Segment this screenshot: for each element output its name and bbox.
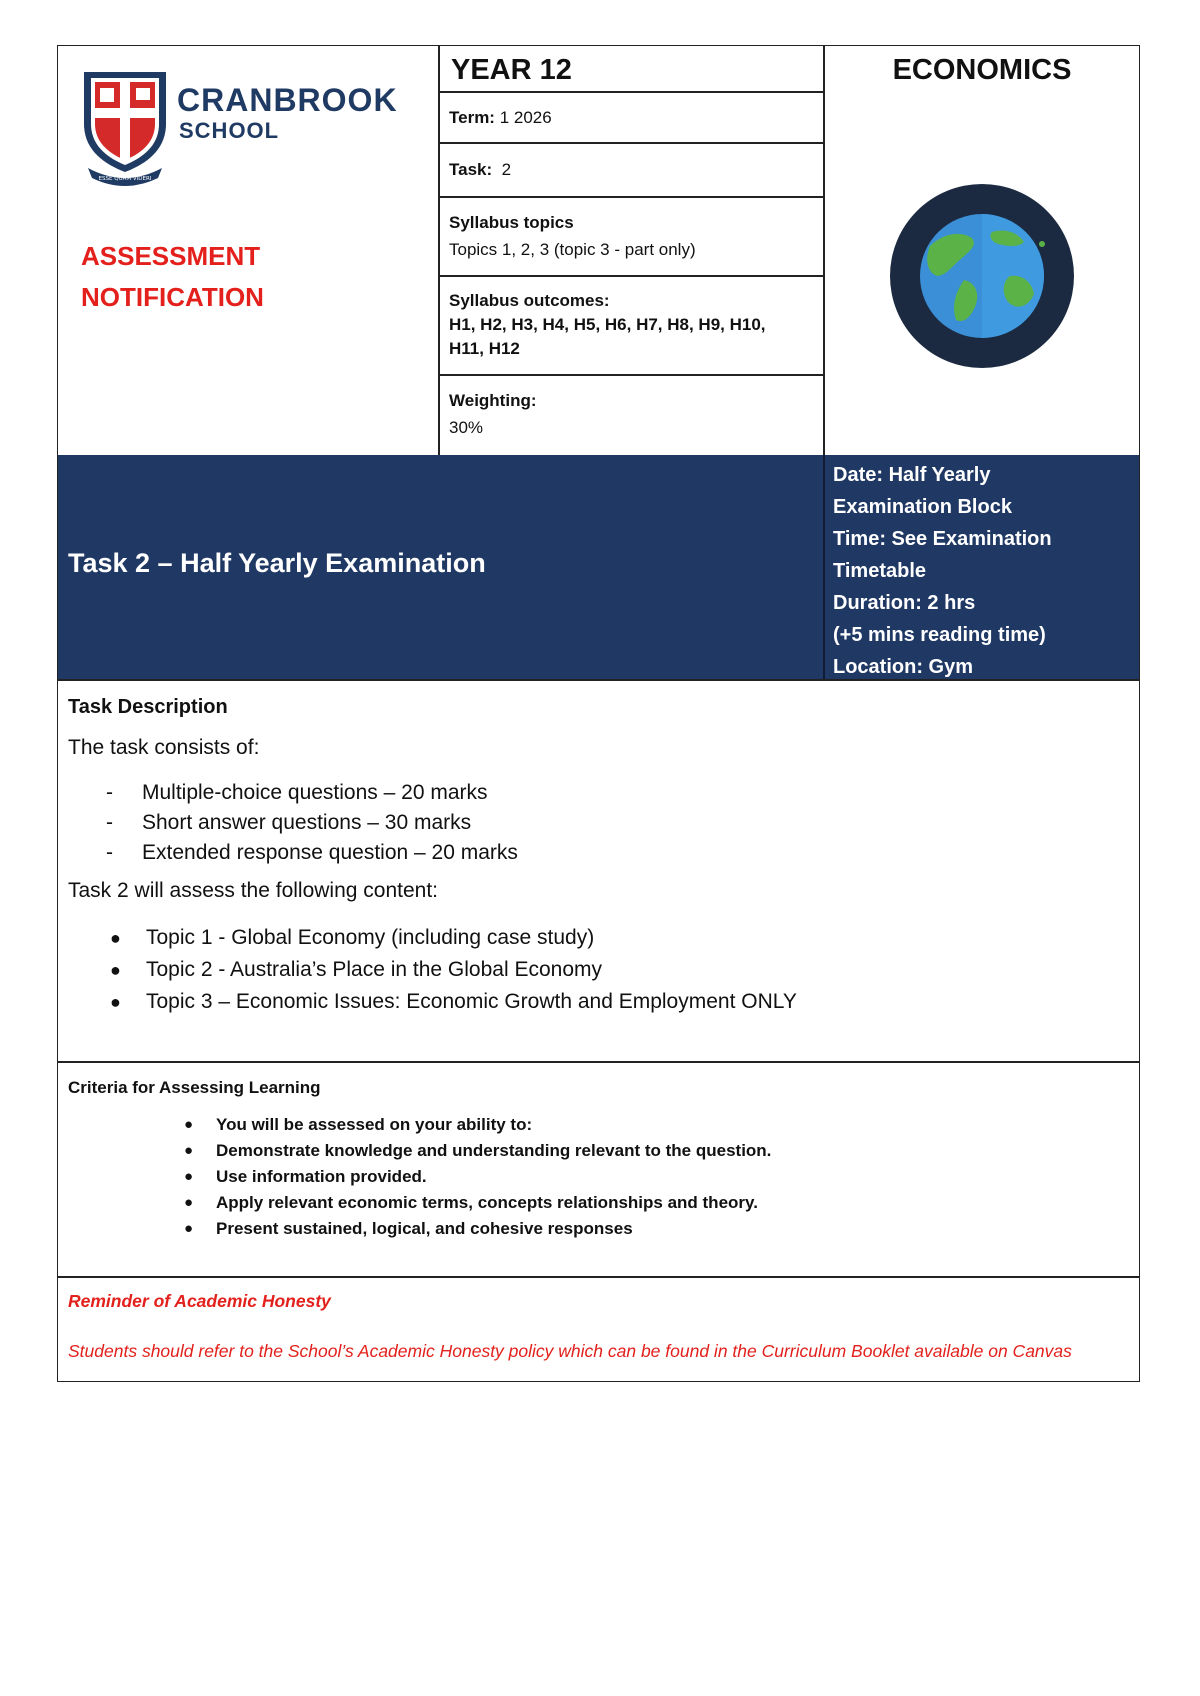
exam-detail-line: (+5 mins reading time) [833, 624, 1046, 646]
exam-detail-line: Timetable [833, 560, 926, 582]
syllabus-outcomes-field: Syllabus outcomes: H1, H2, H3, H4, H5, H6, H7, H8, H9, H10, H11, H12 [449, 291, 766, 358]
grid-line [823, 455, 825, 679]
grid-line [438, 374, 824, 376]
list-item: - Short answer questions – 30 marks [106, 811, 472, 834]
task-intro: The task consists of: [68, 736, 260, 759]
task-description-heading: Task Description [68, 696, 228, 718]
crest-motto: ESSE QUAM VIDERI [98, 176, 152, 182]
grid-line [57, 1276, 1140, 1278]
exam-detail-line: Location: Gym [833, 656, 974, 678]
task-title: Task 2 – Half Yearly Examination [68, 548, 486, 578]
list-item: ● Topic 3 – Economic Issues: Economic Growth and Employment ONLY [110, 990, 797, 1013]
school-crest-logo [80, 68, 170, 186]
task-components-list [68, 778, 518, 868]
list-item: ● Topic 1 - Global Economy (including case study) [110, 926, 595, 949]
task-field: Task: 2 [449, 160, 512, 179]
exam-detail-line: Examination Block [833, 496, 1012, 518]
grid-line [57, 1061, 1140, 1063]
grid-line [438, 45, 440, 455]
weighting-field: Weighting: 30% [449, 391, 537, 437]
grid-line [438, 196, 824, 198]
list-item: ● Use information provided. [184, 1167, 427, 1186]
content-intro: Task 2 will assess the following content: [68, 879, 439, 902]
criteria-list [68, 1112, 771, 1242]
list-item: ● Topic 2 - Australia’s Place in the Global Economy [110, 958, 603, 981]
list-item: ● You will be assessed on your ability to: [184, 1115, 533, 1134]
school-name: CRANBROOK [177, 82, 398, 118]
exam-detail-line: Duration: 2 hrs [833, 592, 976, 614]
year-level: YEAR 12 [451, 54, 572, 86]
list-item: - Extended response question – 20 marks [106, 841, 518, 864]
syllabus-topics-field: Syllabus topics Topics 1, 2, 3 (topic 3 - part only) [449, 213, 696, 259]
grid-line [438, 275, 824, 277]
topics-list [68, 922, 797, 1018]
term-field: Term: 1 2026 [449, 108, 552, 127]
exam-detail-line: Date: Half Yearly [833, 464, 991, 486]
school-name-sub: SCHOOL [179, 118, 280, 143]
academic-honesty-heading: Reminder of Academic Honesty [68, 1291, 331, 1311]
criteria-heading: Criteria for Assessing Learning [68, 1078, 321, 1097]
grid-line [438, 91, 824, 93]
list-item: - Multiple-choice questions – 20 marks [106, 781, 488, 804]
academic-honesty-text: Students should refer to the School’s Academic Honesty policy which can be found in the Curriculum Booklet available on Canvas [68, 1341, 1072, 1361]
list-item: ● Demonstrate knowledge and understanding relevant to the question. [184, 1141, 772, 1160]
globe-icon [890, 184, 1074, 368]
list-item: ● Apply relevant economic terms, concepts relationships and theory. [184, 1193, 758, 1212]
subject-title: ECONOMICS [892, 54, 1072, 86]
exam-details [833, 459, 1133, 683]
grid-line [438, 142, 824, 144]
assessment-notification-title: ASSESSMENT NOTIFICATION [81, 241, 264, 312]
exam-detail-line: Time: See Examination [833, 528, 1052, 550]
list-item: ● Present sustained, logical, and cohesive responses [184, 1219, 633, 1238]
